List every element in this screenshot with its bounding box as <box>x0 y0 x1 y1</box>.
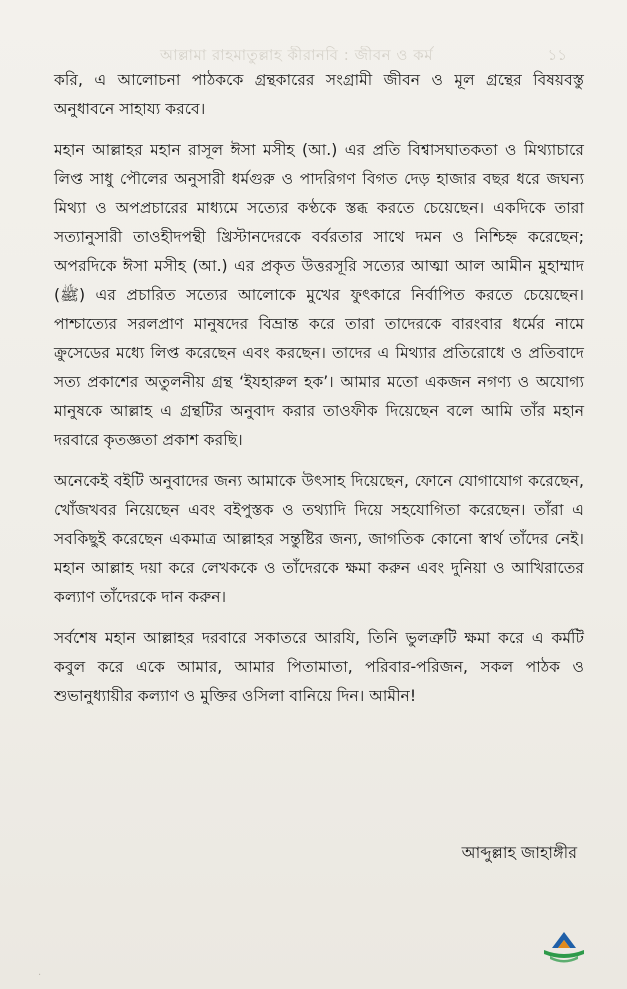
paragraph-2: মহান আল্লাহর মহান রাসূল ঈসা মসীহ (আ.) এর প্রতি বিশ্বাসঘাতকতা ও মিথ্যাচারে লিপ্ত সাধু পৌলের অনুসারী ধর্মগুরু ও পাদরিগণ বিগত দেড় হাজার বছর ধরে জঘন্য মিথ্যা ও অপপ্রচারের মাধ্যমে সত্যের কণ্ঠকে স্তব্ধ করতে চেয়েছেন। একদিকে তারা সত্যানুসারী তাওহীদপন্থী খ্রিস্টানদেরকে বর্বরতার সাথে দমন ও নিশ্চিহ্ন করেছেন; অপরদিকে ঈসা মসীহ (আ.) এর প্রকৃত উত্তরসূরি সত্যের আত্মা আল আমীন মুহাম্মাদ (ﷺ) এর প্রচারিত সত্যের আলোকে মুখের ফুৎকারে নির্বাপিত করতে চেয়েছেন। পাশ্চাত্যের সরলপ্রাণ মানুষদের বিভ্রান্ত করে তারা তাদেরকে বারংবার ধর্মের নামে ক্রুসেডের মধ্যে লিপ্ত করেছেন এবং করছেন। তাদের এ মিথ্যার প্রতিরোধে ও প্রতিবাদে সত্য প্রকাশের অতুলনীয় গ্রন্থ ‘ইযহারুল হক’। আমার মতো একজন নগণ্য ও অযোগ্য মানুষকে আল্লাহ এ গ্রন্থটির অনুবাদ করার তাওফীক দিয়েছেন বলে আমি তাঁর মহান দরবারে কৃতজ্ঞতা প্রকাশ করছি। <box>54 141 584 449</box>
corner-mark: · <box>38 970 42 981</box>
paragraph-1: করি, এ আলোচনা পাঠককে গ্রন্থকারের সংগ্রামী জীবন ও মূল গ্রন্থের বিষয়বস্তু অনুধাবনে সাহায্য করবে। <box>54 71 584 118</box>
bleed-through-page-number: ১১ <box>547 46 567 64</box>
bleed-through-header: আল্লামা রাহমাতুল্লাহ কীরানবি : জীবন ও কর্ম <box>160 46 434 64</box>
author-signature: আব্দুল্লাহ জাহাঙ্গীর <box>461 843 577 862</box>
paragraph-3: অনেকেই বইটি অনুবাদের জন্য আমাকে উৎসাহ দিয়েছেন, ফোনে যোগাযোগ করেছেন, খোঁজখবর নিয়েছেন এবং বইপুস্তক ও তথ্যাদি দিয়ে সহযোগিতা করেছেন। তাঁরা এ সবকিছুই করেছেন একমাত্র আল্লাহর সন্তুষ্টির জন্য, জাগতিক কোনো স্বার্থ তাঁদের নেই। মহান আল্লাহ দয়া করে লেখককে ও তাঁদেরকে ক্ষমা করুন এবং দুনিয়া ও আখিরাতের কল্যাণ তাঁদেরকে দান করুন। <box>54 472 584 606</box>
body-text <box>54 66 584 723</box>
publisher-logo-icon <box>540 928 588 968</box>
paragraph-4: সর্বশেষ মহান আল্লাহর দরবারে সকাতরে আরযি, তিনি ভুলত্রুটি ক্ষমা করে এ কর্মটি কবুল করে একে আমার, আমার পিতামাতা, পরিবার-পরিজন, সকল পাঠক ও শুভানুধ্যায়ীর কল্যাণ ও মুক্তির ওসিলা বানিয়ে দিন। আমীন! <box>54 629 584 705</box>
